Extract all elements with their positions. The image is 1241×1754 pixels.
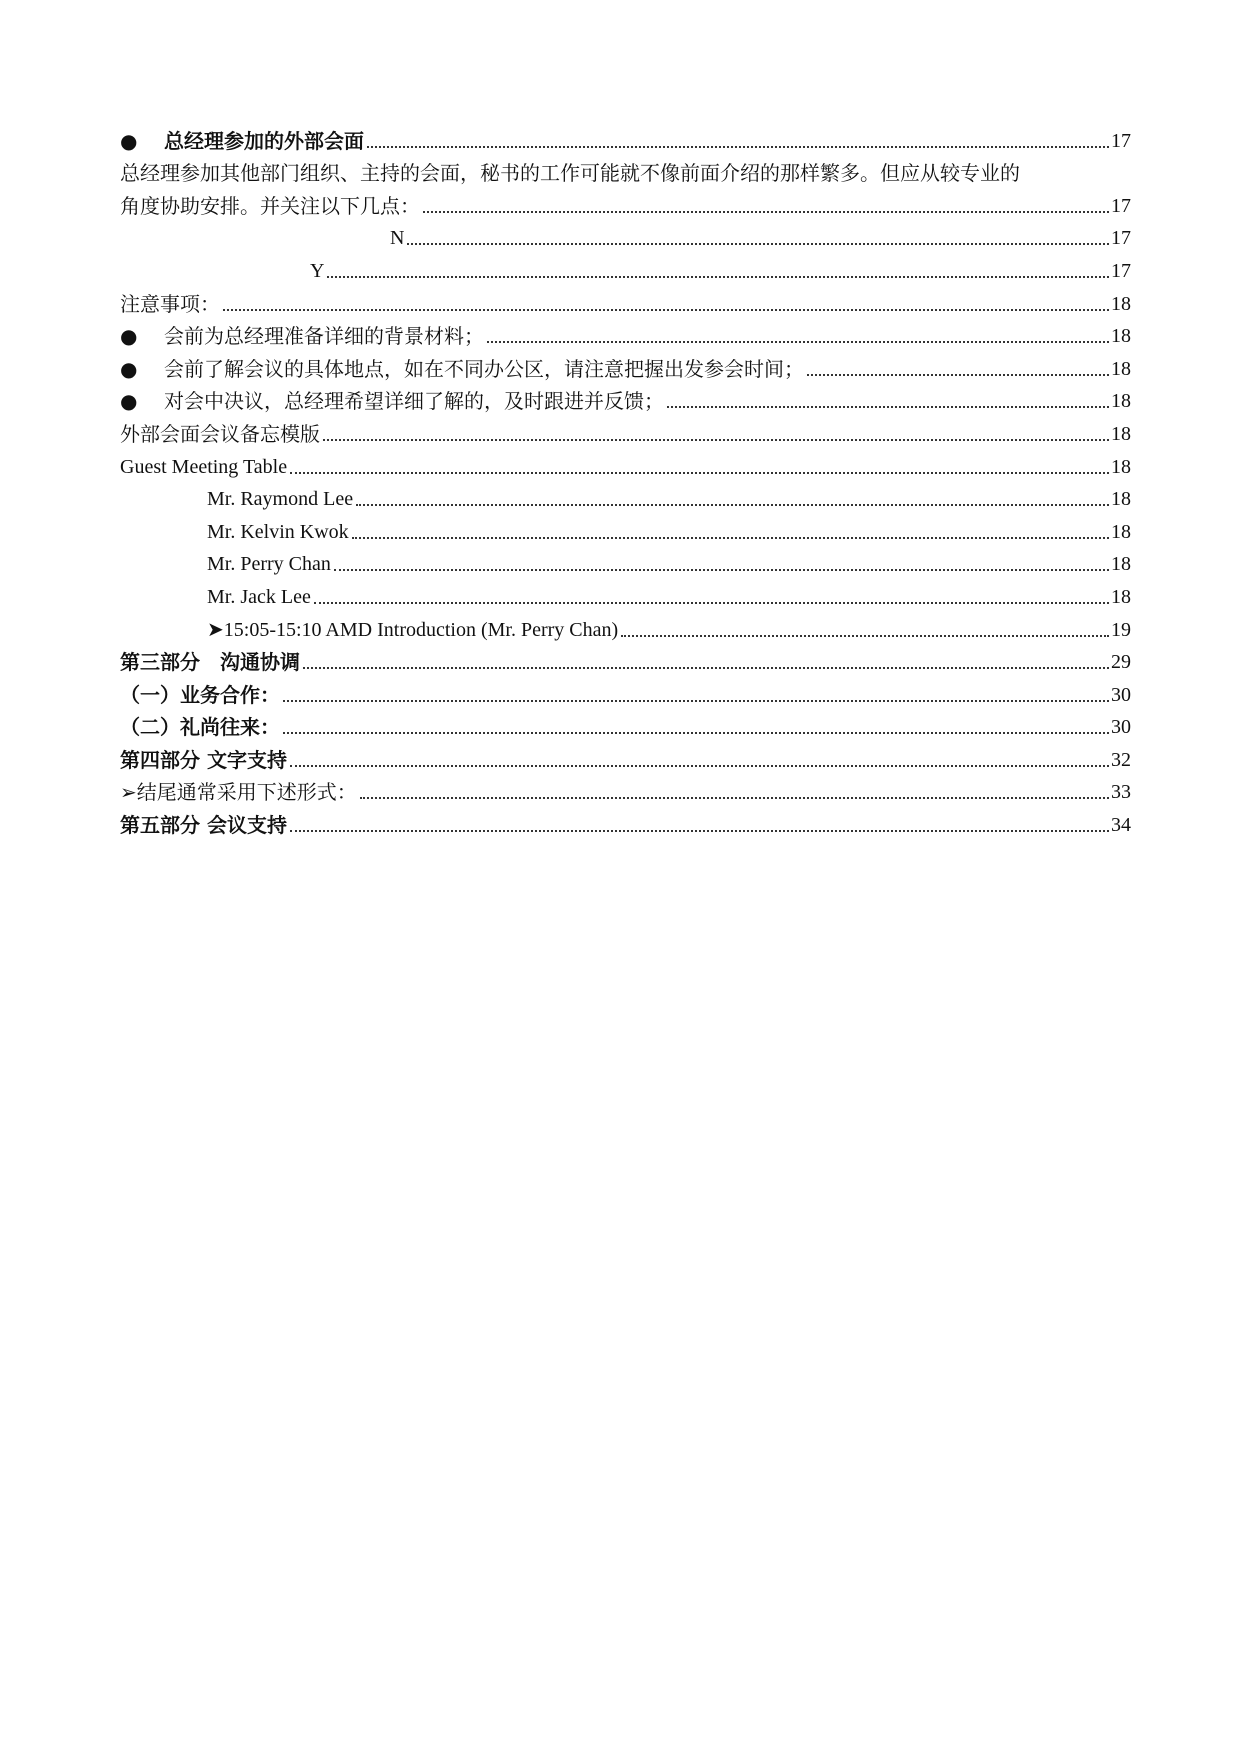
toc-entry-title: （一）业务合作： (120, 682, 280, 707)
toc-entry-amd-introduction[interactable] (120, 609, 1131, 642)
toc-entry-courtesy[interactable] (120, 707, 1131, 740)
dot-leader (407, 242, 1109, 245)
toc-page-number: 17 (1111, 129, 1131, 152)
toc-entry-title: 结尾通常采用下述形式： (136, 780, 357, 805)
toc-entry-title: 外部会面会议备忘模版 (120, 421, 320, 446)
toc-entry-guest-meeting-table[interactable] (120, 446, 1131, 479)
toc-entry-part-three[interactable] (120, 642, 1131, 675)
bullet-icon: ● (120, 324, 138, 349)
dot-leader (356, 503, 1109, 506)
dot-leader (223, 308, 1109, 311)
toc-page-number: 34 (1111, 814, 1131, 837)
dot-leader (352, 536, 1109, 539)
toc-page-number: 18 (1111, 422, 1131, 445)
toc-entry-jack-lee[interactable] (120, 576, 1131, 609)
toc-entry-part-four[interactable] (120, 739, 1131, 772)
toc-entry-kelvin-kwok[interactable] (120, 511, 1131, 544)
toc-page-number: 18 (1111, 325, 1131, 348)
toc-entry-title: 总经理参加的外部会面 (164, 128, 364, 153)
toc-entry-title: 会前了解会议的具体地点，如在不同办公区，请注意把握出发参会时间； (164, 356, 804, 381)
toc-entry-title: Y (310, 259, 325, 282)
toc-page-number: 17 (1111, 227, 1131, 250)
dot-leader (290, 471, 1109, 474)
toc-entry-title: （二）礼尚往来： (120, 715, 280, 740)
toc-page-number: 32 (1111, 748, 1131, 771)
bullet-icon: ● (120, 128, 138, 153)
toc-entry-background[interactable] (120, 316, 1131, 349)
toc-entry-text-line1: 总经理参加其他部门组织、主持的会面，秘书的工作可能就不像前面介绍的那样繁多。但应从较专业的 (120, 161, 1020, 186)
toc-entry-business-cooperation[interactable] (120, 674, 1131, 707)
toc-page-number: 33 (1111, 781, 1131, 804)
dot-leader (290, 829, 1109, 832)
toc-entry-title: N (390, 227, 405, 250)
toc-page-number: 18 (1111, 455, 1131, 478)
toc-entry-title: 会前为总经理准备详细的背景材料； (164, 324, 484, 349)
toc-entry-title: Guest Meeting Table (120, 455, 288, 478)
dot-leader (283, 699, 1109, 702)
toc-page-number: 18 (1111, 585, 1131, 608)
dot-leader (303, 666, 1109, 669)
dot-leader (283, 731, 1109, 734)
dot-leader (367, 145, 1109, 148)
dot-leader (360, 796, 1109, 799)
toc-entry-memo-template[interactable] (120, 413, 1131, 446)
toc-entry-location[interactable] (120, 348, 1131, 381)
toc-entry-title: 第四部分 文字支持 (120, 747, 287, 772)
toc-page-number: 18 (1111, 553, 1131, 576)
toc-entry-title: 第三部分 沟通协调 (120, 650, 300, 675)
dot-leader (667, 405, 1109, 408)
toc-entry-external-meeting[interactable] (120, 120, 1131, 153)
dot-leader (487, 340, 1109, 343)
toc-entry-title: 第五部分 会议支持 (120, 813, 287, 838)
toc-entry-followup[interactable] (120, 381, 1131, 414)
toc-entry-title: Mr. Kelvin Kwok (207, 520, 349, 543)
dot-leader (323, 438, 1109, 441)
toc-entry-title: 15:05-15:10 AMD Introduction (Mr. Perry Chan) (223, 618, 619, 641)
toc-page-number: 17 (1111, 259, 1131, 282)
toc-entry-title: Mr. Jack Lee (207, 585, 311, 608)
toc-page-number: 18 (1111, 292, 1131, 315)
toc-entry-ending-forms[interactable] (120, 772, 1131, 805)
toc-page-number: 18 (1111, 520, 1131, 543)
toc-entry-title: Mr. Perry Chan (207, 553, 331, 576)
toc-page-number: 29 (1111, 651, 1131, 674)
toc-page-number: 18 (1111, 488, 1131, 511)
dot-leader (334, 568, 1109, 571)
toc-page-number: 19 (1111, 618, 1131, 641)
toc-page-number: 30 (1111, 683, 1131, 706)
toc-entry-notes[interactable] (120, 283, 1131, 316)
dot-leader (314, 601, 1109, 604)
dot-leader (807, 373, 1109, 376)
dot-leader (290, 764, 1109, 767)
toc-entry-y[interactable] (120, 250, 1131, 283)
bullet-icon: ● (120, 356, 138, 381)
bullet-icon: ● (120, 389, 138, 414)
toc-entry-perry-chan[interactable] (120, 544, 1131, 577)
toc-page-number: 18 (1111, 390, 1131, 413)
toc-entry-raymond-lee[interactable] (120, 479, 1131, 512)
dot-leader (423, 210, 1109, 213)
toc-page-number: 30 (1111, 716, 1131, 739)
toc-entry-title: Mr. Raymond Lee (207, 488, 354, 511)
toc-entry-title: 对会中决议，总经理希望详细了解的，及时跟进并反馈； (164, 389, 664, 414)
dot-leader (327, 275, 1109, 278)
table-of-contents (120, 120, 1131, 837)
toc-entry-n[interactable] (120, 218, 1131, 251)
toc-entry-title: 角度协助安排。并关注以下几点： (120, 193, 420, 218)
toc-entry-title: 注意事项： (120, 291, 220, 316)
dot-leader (621, 634, 1109, 637)
toc-page-number: 18 (1111, 357, 1131, 380)
toc-page-number: 17 (1111, 194, 1131, 217)
toc-entry-part-five[interactable] (120, 804, 1131, 837)
arrow-bullet-icon: ➤ (207, 616, 224, 641)
arrow-bullet-icon: ➢ (120, 780, 137, 805)
toc-entry-assist[interactable] (120, 185, 1131, 218)
